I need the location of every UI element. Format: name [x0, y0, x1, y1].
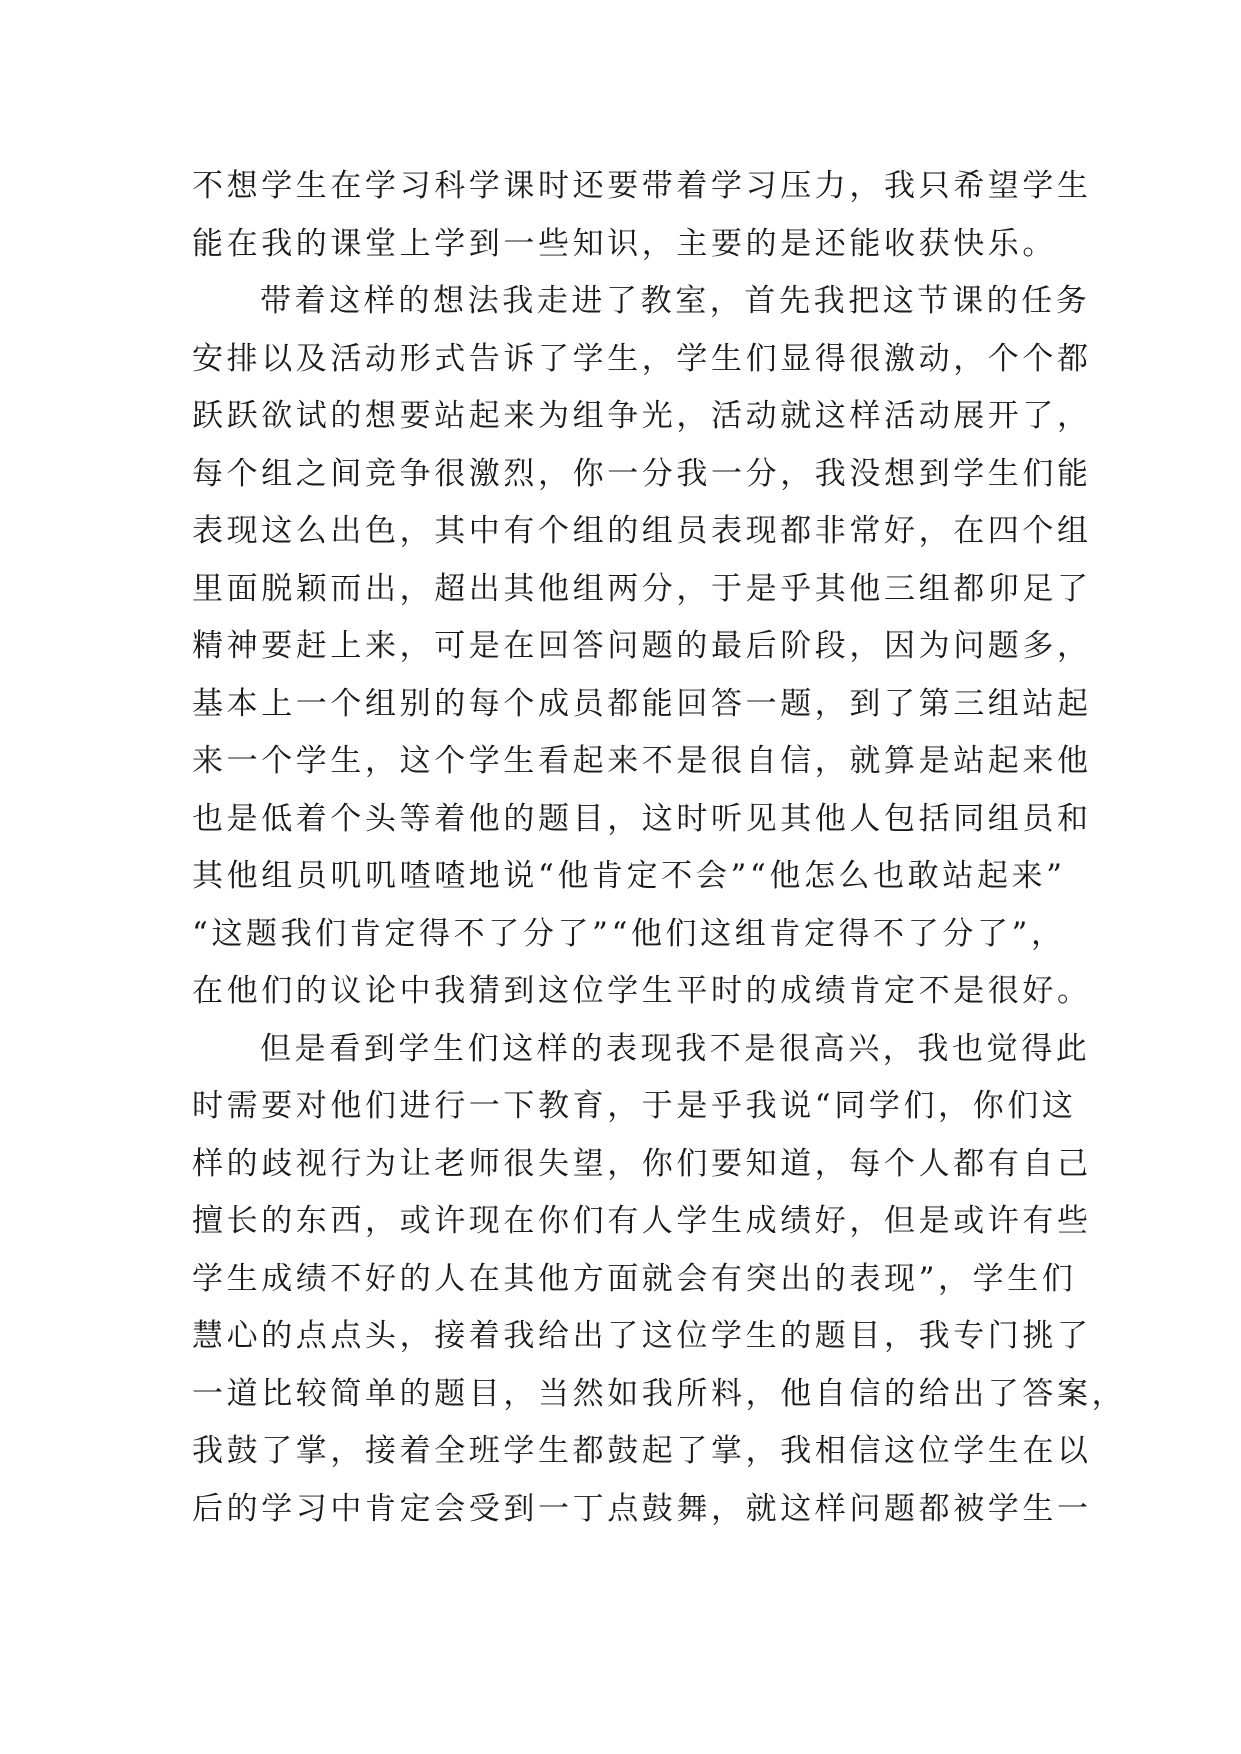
text-line: 来一个学生，这个学生看起来不是很自信，就算是站起来他 — [192, 743, 1092, 779]
text-line: 安排以及活动形式告诉了学生，学生们显得很激动，个个都 — [192, 340, 1092, 377]
text-line: 带着这样的想法我走进了教室，首先我把这节课的任务 — [260, 283, 1091, 319]
paragraph-2 — [192, 273, 1092, 1021]
text-line: 擅长的东西，或许现在你们有人学生成绩好，但是或许有些 — [192, 1203, 1092, 1239]
text-line: 里面脱颖而出，超出其他组两分，于是乎其他三组都卯足了 — [192, 570, 1092, 607]
text-line: 一道比较简单的题目，当然如我所料，他自信的给出了答案， — [192, 1375, 1127, 1412]
text-line: 精神要赶上来，可是在回答问题的最后阶段，因为问题多， — [192, 628, 1092, 664]
text-line: 我鼓了掌，接着全班学生都鼓起了掌，我相信这位学生在以 — [192, 1433, 1092, 1469]
text-line: 不想学生在学习科学课时还要带着学习压力，我只希望学生 — [192, 168, 1092, 204]
text-line: 能在我的课堂上学到一些知识，主要的是还能收获快乐。 — [192, 225, 1057, 262]
text-line: 时需要对他们进行一下教育，于是乎我说“同学们，你们这 — [192, 1088, 1077, 1124]
text-line: 在他们的议论中我猜到这位学生平时的成绩肯定不是很好。 — [192, 973, 1092, 1009]
text-line: 后的学习中肯定会受到一丁点鼓舞，就这样问题都被学生一 — [192, 1490, 1092, 1527]
text-line: 但是看到学生们这样的表现我不是很高兴，我也觉得此 — [260, 1030, 1091, 1067]
paragraph-3 — [192, 1021, 1127, 1539]
text-line: 基本上一个组别的每个成员都能回答一题，到了第三组站起 — [192, 685, 1092, 722]
body-text — [192, 158, 1127, 1538]
text-line: 学生成绩不好的人在其他方面就会有突出的表现”，学生们 — [192, 1260, 1077, 1297]
text-line: 表现这么出色，其中有个组的组员表现都非常好，在四个组 — [192, 513, 1092, 549]
text-line: 样的歧视行为让老师很失望，你们要知道，每个人都有自己 — [192, 1145, 1092, 1182]
text-line: 其他组员叽叽喳喳地说“他肯定不会”“他怎么也敢站起来” — [192, 858, 1066, 894]
paragraph-1 — [192, 158, 1092, 273]
text-line: 跃跃欲试的想要站起来为组争光，活动就这样活动展开了， — [192, 398, 1092, 434]
text-line: 慧心的点点头，接着我给出了这位学生的题目，我专门挑了 — [192, 1318, 1092, 1354]
text-line: 也是低着个头等着他的题目，这时听见其他人包括同组员和 — [192, 800, 1092, 837]
text-line: “这题我们肯定得不了分了”“他们这组肯定得不了分了”， — [192, 915, 1066, 952]
text-line: 每个组之间竞争很激烈，你一分我一分，我没想到学生们能 — [192, 455, 1092, 492]
